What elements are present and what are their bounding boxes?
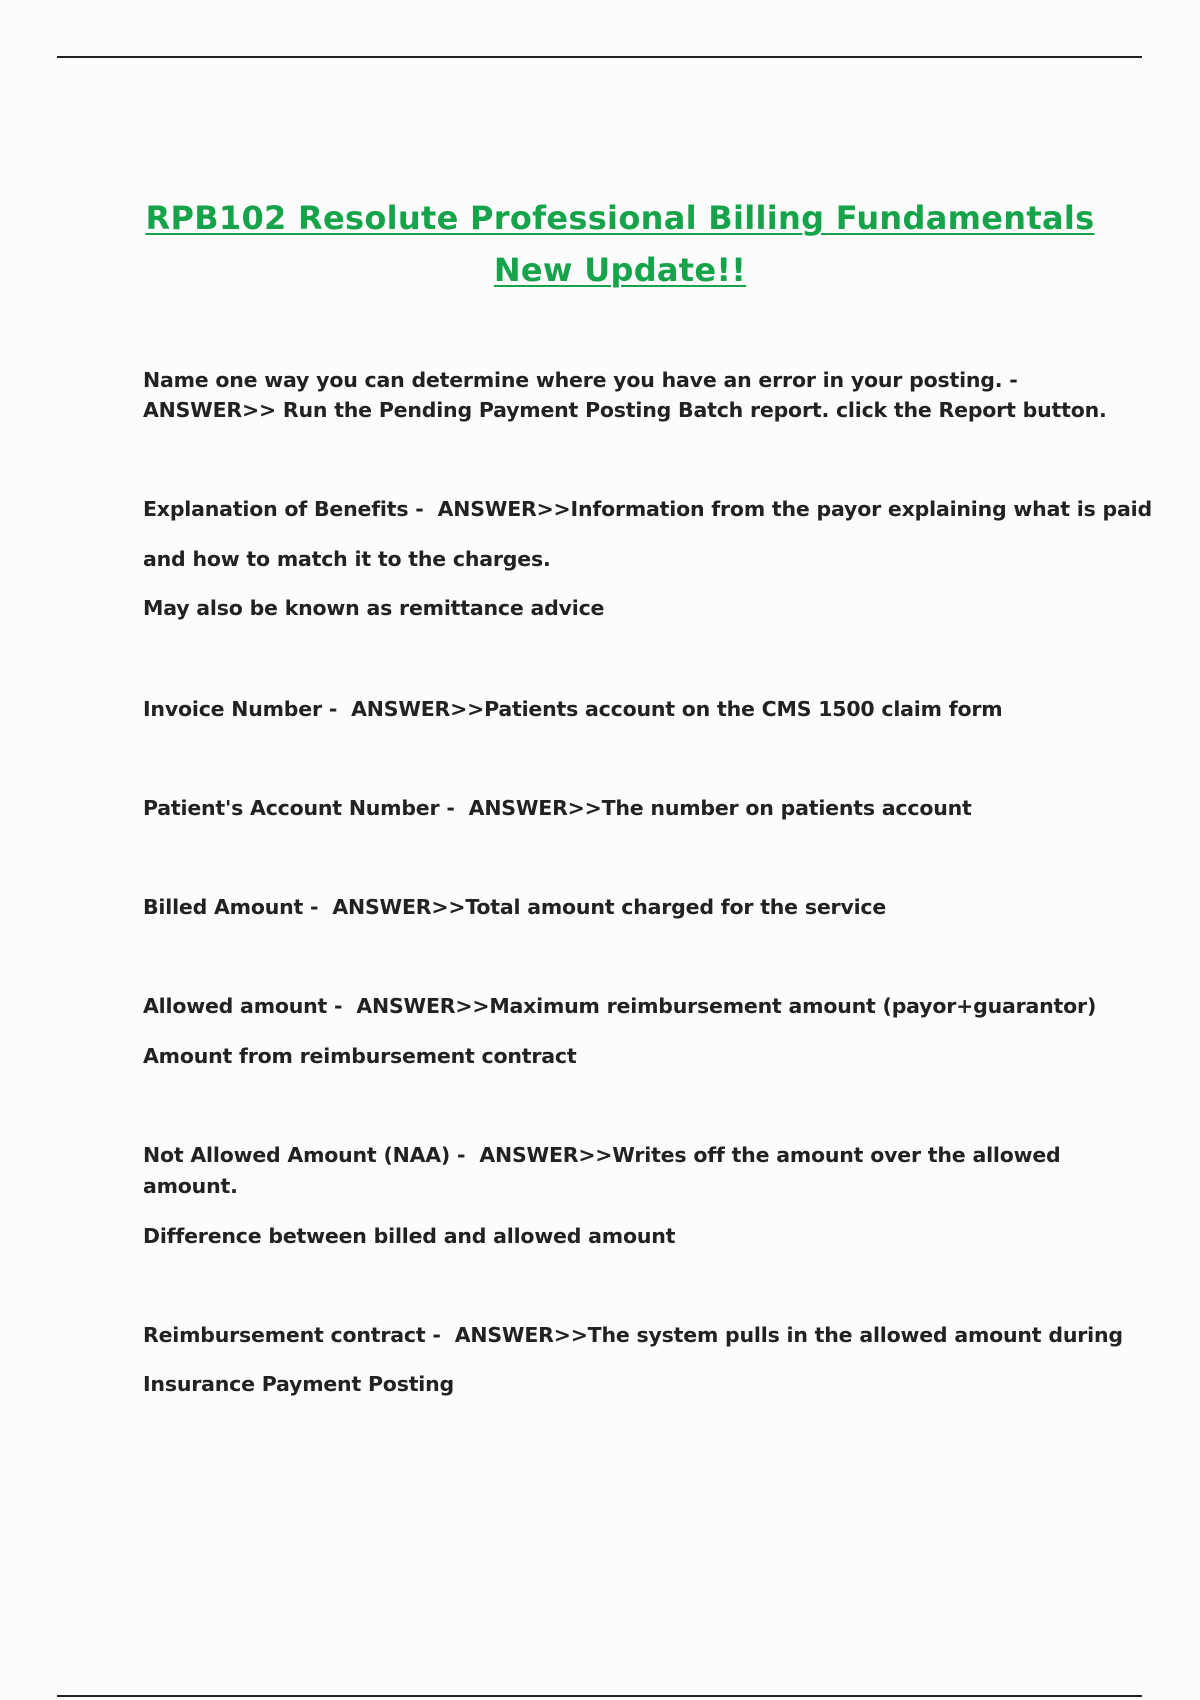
- qa-8-term: Reimbursement contract -: [143, 1323, 441, 1347]
- qa-2: [143, 497, 1152, 521]
- qa-2-extra-1: and how to match it to the charges.: [143, 547, 551, 571]
- qa-3: [143, 697, 1103, 721]
- qa-5-term: Billed Amount -: [143, 895, 319, 919]
- qa-8-extra-1: Insurance Payment Posting: [143, 1372, 454, 1396]
- qa-4-answer: ANSWER>>The number on patients account: [468, 796, 972, 820]
- qa-2-extra-2: May also be known as remittance advice: [143, 596, 605, 620]
- top-rule: [57, 56, 1142, 58]
- qa-2-answer: ANSWER>>Information from the payor explaining what is paid: [437, 497, 1152, 521]
- qa-4: [143, 796, 1103, 820]
- qa-7: [143, 1143, 1103, 1167]
- qa-5-answer: ANSWER>>Total amount charged for the service: [332, 895, 887, 919]
- bottom-rule: [57, 1695, 1142, 1697]
- qa-2-term: Explanation of Benefits -: [143, 497, 424, 521]
- qa-5: [143, 895, 1103, 919]
- qa-6-answer: ANSWER>>Maximum reimbursement amount (payor+guarantor): [356, 994, 1097, 1018]
- qa-8-answer: ANSWER>>The system pulls in the allowed amount during: [454, 1323, 1123, 1347]
- qa-4-term: Patient's Account Number -: [143, 796, 455, 820]
- qa-7-term: Not Allowed Amount (NAA) -: [143, 1143, 466, 1167]
- qa-8: [143, 1323, 1123, 1347]
- qa-7-extra-1: amount.: [143, 1174, 238, 1198]
- qa-3-term: Invoice Number -: [143, 697, 338, 721]
- title-line-2: New Update!!: [493, 251, 747, 289]
- document-title: [57, 192, 1183, 296]
- qa-6-term: Allowed amount -: [143, 994, 343, 1018]
- qa-6-extra-1: Amount from reimbursement contract: [143, 1044, 577, 1068]
- qa-6: [143, 994, 1103, 1018]
- qa-1-line-1: Name one way you can determine where you have an error in your posting. -: [143, 368, 1018, 392]
- qa-3-answer: ANSWER>>Patients account on the CMS 1500 claim form: [351, 697, 1003, 721]
- qa-1-line-2: ANSWER>> Run the Pending Payment Posting Batch report. click the Report button.: [143, 398, 1107, 422]
- qa-7-extra-2: Difference between billed and allowed amount: [143, 1224, 676, 1248]
- qa-7-answer: ANSWER>>Writes off the amount over the allowed: [479, 1143, 1061, 1167]
- title-line-1: RPB102 Resolute Professional Billing Fundamentals: [145, 199, 1095, 237]
